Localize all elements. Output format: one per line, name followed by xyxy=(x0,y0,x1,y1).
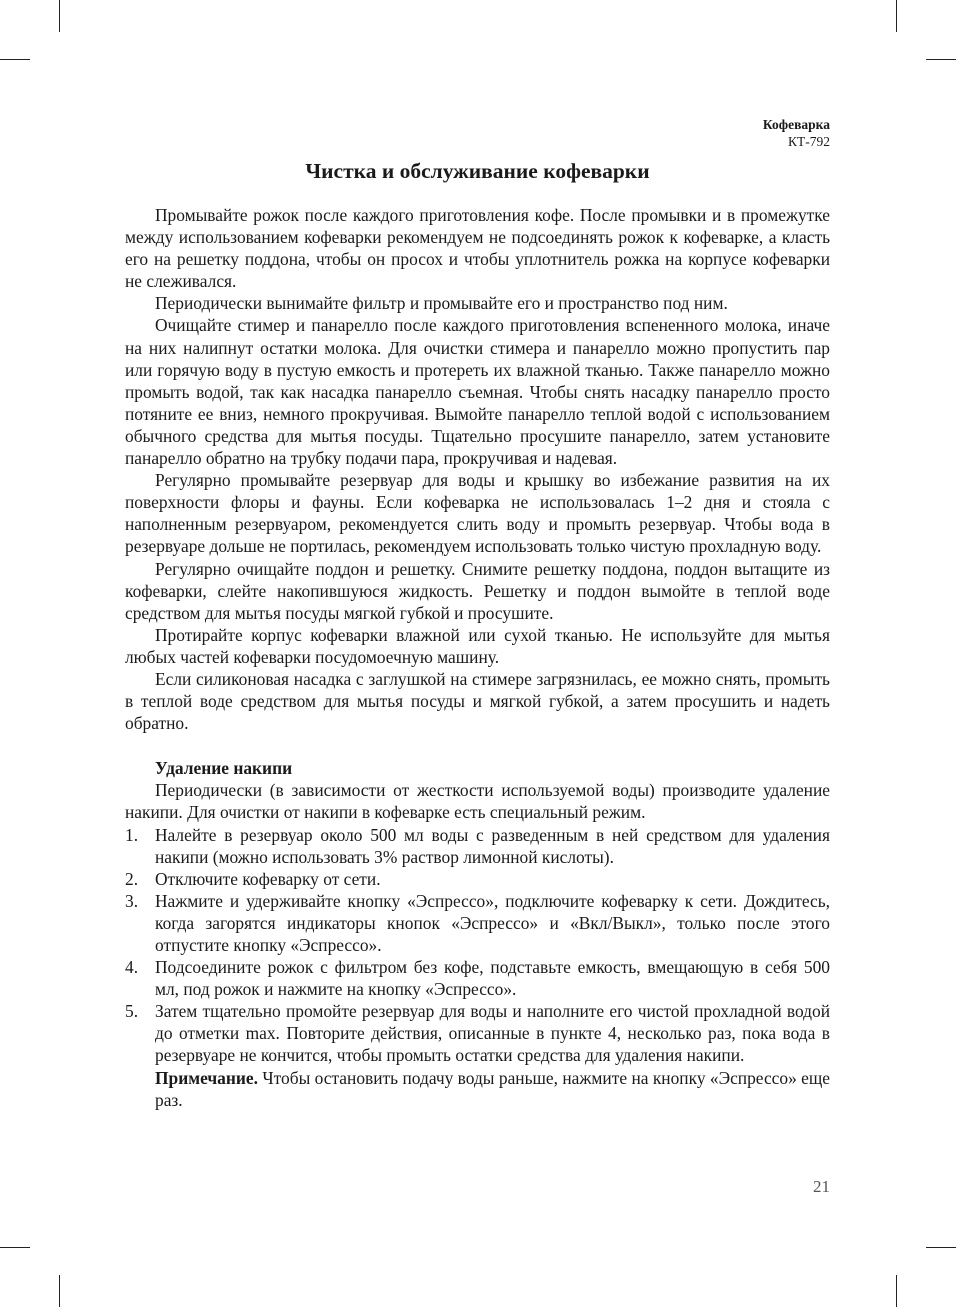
note xyxy=(125,1067,830,1111)
list-item xyxy=(125,956,830,1000)
paragraph: Промывайте рожок после каждого приготовления кофе. После промывки и в промежутке между использованием кофеварки рекомендуем не подсоединять рожок к кофеварке, а класть его на решетку поддона, чтобы он просох и чтобы уплотнитель рожка на корпусе кофеварки не слеживался. xyxy=(125,205,830,292)
list-item xyxy=(125,890,830,956)
list-item xyxy=(125,1000,830,1066)
section-intro: Периодически (в зависимости от жесткости используемой воды) производите удаление накипи. Для очистки от накипи в кофеварке есть специальный режим. xyxy=(125,780,830,823)
step-text: Подсоедините рожок с фильтром без кофе, подставьте емкость, вмещающую в себя 500 мл, под рожок и нажмите на кнопку «Эспрессо». xyxy=(155,957,830,1000)
paragraph: Регулярно промывайте резервуар для воды и крышку во избежание развития на их поверхности флоры и фауны. Если кофеварка не использовалась 1–2 дня и стояла с наполненным резервуаром, рекомендуется слить воду и промыть резервуар. Чтобы вода в резервуаре дольше не портилась, рекомендуем использовать только чистую прохладную воду. xyxy=(125,470,830,557)
crop-mark xyxy=(896,1275,897,1307)
descaling-steps xyxy=(125,824,830,1067)
paragraph: Регулярно очищайте поддон и решетку. Снимите решетку поддона, поддон вытащите из кофеварки, слейте накопившуюся жидкость. Решетку и поддон вымойте в теплой воде средством для мытья посуды мягкой губкой и просушите. xyxy=(125,558,830,623)
crop-mark xyxy=(59,1275,60,1307)
list-item xyxy=(125,868,830,890)
header-model: КТ-792 xyxy=(788,134,830,149)
paragraph: Протирайте корпус кофеварки влажной или сухой тканью. Не используйте для мытья любых частей кофеварки посудомоечную машину. xyxy=(125,624,830,667)
crop-mark xyxy=(896,0,897,32)
running-header xyxy=(763,116,830,150)
crop-mark xyxy=(926,1247,956,1248)
step-number: 1. xyxy=(125,824,139,845)
step-number: 4. xyxy=(125,957,139,978)
step-number: 2. xyxy=(125,868,139,889)
crop-mark xyxy=(926,59,956,60)
list-item xyxy=(125,824,830,868)
crop-mark xyxy=(0,1247,30,1248)
step-number: 3. xyxy=(125,890,139,911)
page-number: 21 xyxy=(813,1177,830,1196)
note-text: Чтобы остановить подачу воды раньше, нажмите на кнопку «Эспрессо» еще раз. xyxy=(155,1067,830,1110)
page-title: Чистка и обслуживание кофеварки xyxy=(305,159,650,183)
step-number: 5. xyxy=(125,1001,139,1022)
step-text: Нажмите и удерживайте кнопку «Эспрессо», подключите кофеварку к сети. Дождитесь, когда загорятся индикаторы кнопок «Эспрессо» и «Вкл/Выкл», только после этого отпустите кнопку «Эспрессо». xyxy=(155,890,830,955)
page-body xyxy=(125,204,830,1111)
step-text: Затем тщательно промойте резервуар для воды и наполните его чистой прохладной водой до отметки max. Повторите действия, описанные в пункте 4, несколько раз, пока вода в резервуаре не кончится, чтобы промыть остатки средства для удаления накипи. xyxy=(155,1001,830,1066)
crop-mark xyxy=(0,59,30,60)
step-text: Отключите кофеварку от сети. xyxy=(155,868,381,889)
header-brand: Кофеварка xyxy=(762,117,830,132)
note-label: Примечание. xyxy=(155,1067,258,1088)
paragraph: Если силиконовая насадка с заглушкой на стимере загрязнилась, ее можно снять, промыть в теплой воде средством для мытья посуды и мягкой губкой, а затем просушить и надеть обратно. xyxy=(125,668,830,734)
section-heading: Удаление накипи xyxy=(155,758,293,779)
crop-mark xyxy=(59,0,60,32)
paragraph: Периодически вынимайте фильтр и промывайте его и пространство под ним. xyxy=(155,293,728,314)
step-text: Налейте в резервуар около 500 мл воды с разведенным в ней средством для удаления накипи (можно использовать 3% раствор лимонной кислоты). xyxy=(155,824,830,867)
paragraph: Очищайте стимер и панарелло после каждого приготовления вспененного молока, иначе на них налипнут остатки молока. Для очистки стимера и панарелло можно пропустить пар или горячую воду в пустую емкость и протереть их влажной тканью. Также панарелло можно промыть водой, так как насадка панарелло съемная. Чтобы снять насадку панарелло просто потяните ее вниз, немного прокручивая. Вымойте панарелло теплой водой с использованием обычного средства для мытья посуды. Тщательно просушите панарелло, затем установите панарелло обратно на трубку подачи пара, прокручивая и надевая. xyxy=(125,315,830,469)
